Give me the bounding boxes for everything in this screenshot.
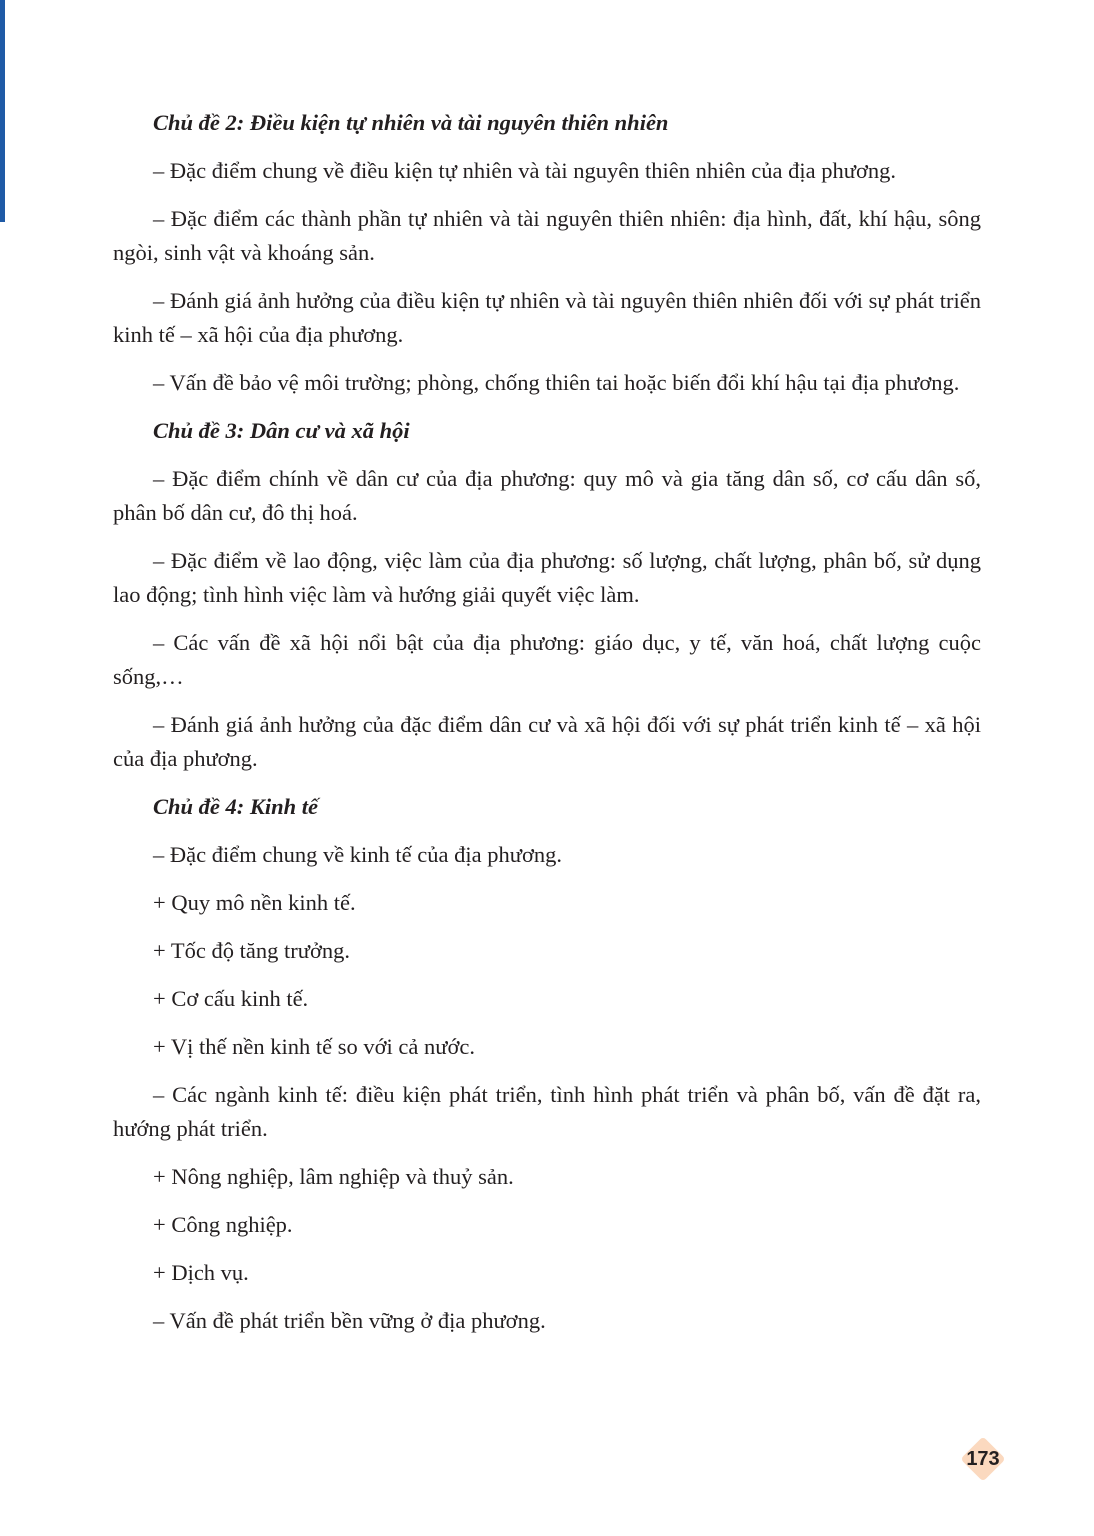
paragraph: – Các ngành kinh tế: điều kiện phát triển, tình hình phát triển và phân bố, vấn đề đặt ra, hướng phát triển. [113, 1082, 981, 1141]
paragraph: – Vấn đề bảo vệ môi trường; phòng, chống thiên tai hoặc biến đổi khí hậu tại địa phương. [153, 370, 960, 395]
paragraph: – Đặc điểm chính về dân cư của địa phương: quy mô và gia tăng dân số, cơ cấu dân số, phân bố dân cư, đô thị hoá. [113, 466, 981, 525]
page-number: 173 [966, 1448, 1000, 1470]
list-item: + Nông nghiệp, lâm nghiệp và thuỷ sản. [153, 1164, 514, 1189]
list-item: + Công nghiệp. [153, 1212, 293, 1237]
paragraph: – Đánh giá ảnh hưởng của đặc điểm dân cư và xã hội đối với sự phát triển kinh tế – xã hội của địa phương. [113, 712, 981, 771]
page-number-badge [960, 1436, 1006, 1482]
paragraph: – Vấn đề phát triển bền vững ở địa phương. [153, 1308, 546, 1333]
list-item: + Tốc độ tăng trưởng. [153, 938, 350, 963]
paragraph: – Đặc điểm về lao động, việc làm của địa phương: số lượng, chất lượng, phân bố, sử dụng lao động; tình hình việc làm và hướng giải quyết việc làm. [113, 548, 981, 607]
list-item: + Quy mô nền kinh tế. [153, 890, 356, 915]
heading-topic-4: Chủ đề 4: Kinh tế [153, 794, 319, 819]
paragraph: – Đặc điểm chung về điều kiện tự nhiên và tài nguyên thiên nhiên của địa phương. [153, 158, 896, 183]
paragraph: – Đặc điểm chung về kinh tế của địa phương. [153, 842, 562, 867]
list-item: + Dịch vụ. [153, 1260, 249, 1285]
heading-topic-3: Chủ đề 3: Dân cư và xã hội [153, 418, 410, 443]
paragraph: – Các vấn đề xã hội nổi bật của địa phương: giáo dục, y tế, văn hoá, chất lượng cuộc sống,… [113, 630, 981, 689]
paragraph: – Đặc điểm các thành phần tự nhiên và tài nguyên thiên nhiên: địa hình, đất, khí hậu, sông ngòi, sinh vật và khoáng sản. [113, 206, 981, 265]
list-item: + Cơ cấu kinh tế. [153, 986, 309, 1011]
page-content [113, 106, 981, 1352]
list-item: + Vị thế nền kinh tế so với cả nước. [153, 1034, 475, 1059]
left-margin-bar [0, 0, 5, 222]
paragraph: – Đánh giá ảnh hưởng của điều kiện tự nhiên và tài nguyên thiên nhiên đối với sự phát triển kinh tế – xã hội của địa phương. [113, 288, 981, 347]
heading-topic-2: Chủ đề 2: Điều kiện tự nhiên và tài nguyên thiên nhiên [153, 110, 669, 135]
